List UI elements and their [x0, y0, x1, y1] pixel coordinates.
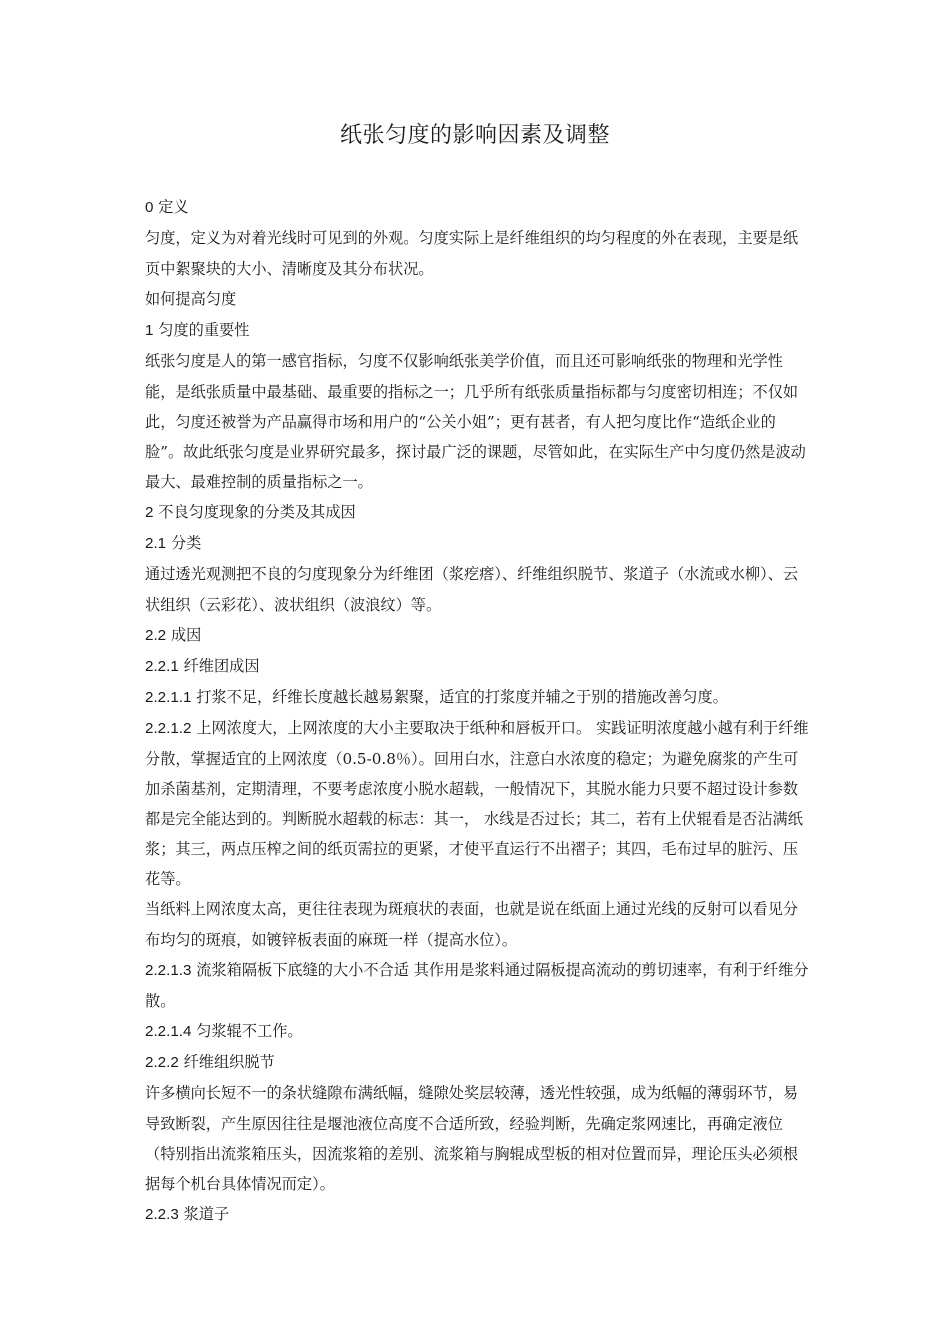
document-title: 纸张匀度的影响因素及调整: [339, 123, 610, 148]
heading-classification-causes: 2 不良匀度现象的分类及其成因: [145, 503, 356, 521]
heading-causes: 2.2 成因: [145, 626, 202, 644]
paragraph-fiber-disconnection: 许多横向长短不一的条状缝隙布满纸幅，缝隙处奖层较薄，透光性较强，成为纸幅的薄弱环节，易导致断裂，产生原因往往是堰池液位高度不合适所致，经验判断，先确定浆网速比，再确定液位（特别指出流浆箱压头，因流浆箱的差别、流浆箱与胸辊成型板的相对位置而异，理论压头必须根据每个机台具体情况而定）。: [145, 1084, 799, 1193]
paragraph-importance: 纸张匀度是人的第一感官指标，匀度不仅影响纸张美学价值，而且还可影响纸张的物理和光学性能，是纸张质量中最基础、最重要的指标之一；几乎所有纸张质量指标都与匀度密切相连；不仅如此，匀度还被誉为产品赢得市场和用户的“公关小姐”；更有甚者，有人把匀度比作“造纸企业的脸”。故此纸张匀度是业界研究最多，探讨最广泛的课题，尽管如此，在实际生产中匀度仍然是波动最大、最难控制的质量指标之一。: [145, 352, 806, 491]
paragraph-high-consistency: 当纸料上网浓度太高，更往往表现为斑痕状的表面，也就是说在纸面上通过光线的反射可以看见分布均匀的斑痕，如镀锌板表面的麻斑一样（提高水位）。: [145, 900, 799, 949]
paragraph-headbox-consistency: 2.2.1.2 上网浓度大，上网浓度的大小主要取决于纸种和唇板开口。 实践证明浓度越小越有利于纤维分散，掌握适宜的上网浓度（0.5-0.8％）。回用白水，注意白水浓度的稳定；为避免腐浆的产生可加杀菌基剂，定期清理，不要考虑浓度小脱水超载，一般情况下，其脱水能力只要不超过设计参数都是完全能达到的。判断脱水超载的标志：其一， 水线是否过长；其二，若有上伏辊看是否沾满纸浆；其三，两点压榨之间的纸页需拉的更紧，才使平直运行不出褶子；其四，毛布过早的脏污、压花等。: [145, 719, 809, 888]
heading-how-to-improve: 如何提高匀度: [145, 290, 237, 308]
paragraph-definition: 匀度，定义为对着光线时可见到的外观。匀度实际上是纤维组织的均匀程度的外在表现，主要是纸页中絮聚块的大小、清晰度及其分布状况。: [145, 229, 799, 278]
heading-classification: 2.1 分类: [145, 534, 202, 552]
heading-fiber-clumps: 2.2.1 纤维团成因: [145, 657, 260, 675]
paragraph-insufficient-beating: 2.2.1.1 打浆不足，纤维长度越长越易絮聚，适宜的打浆度并辅之于别的措施改善匀度。: [145, 688, 728, 706]
heading-fiber-disconnection: 2.2.2 纤维组织脱节: [145, 1053, 275, 1071]
heading-stock-streaks: 2.2.3 浆道子: [145, 1205, 230, 1223]
paragraph-roll-not-working: 2.2.1.4 匀浆辊不工作。: [145, 1022, 303, 1040]
heading-definition: 0 定义: [145, 198, 189, 216]
paragraph-baffle-gap: 2.2.1.3 流浆箱隔板下底缝的大小不合适 其作用是浆料通过隔板提高流动的剪切速率，有利于纤维分散。: [145, 961, 809, 1010]
heading-importance: 1 匀度的重要性: [145, 321, 250, 339]
document-body: [145, 192, 809, 1230]
paragraph-classification: 通过透光观测把不良的匀度现象分为纤维团（浆疙瘩）、纤维组织脱节、浆道子（水流或水柳）、云状组织（云彩花）、波状组织（波浪纹）等。: [145, 565, 799, 614]
